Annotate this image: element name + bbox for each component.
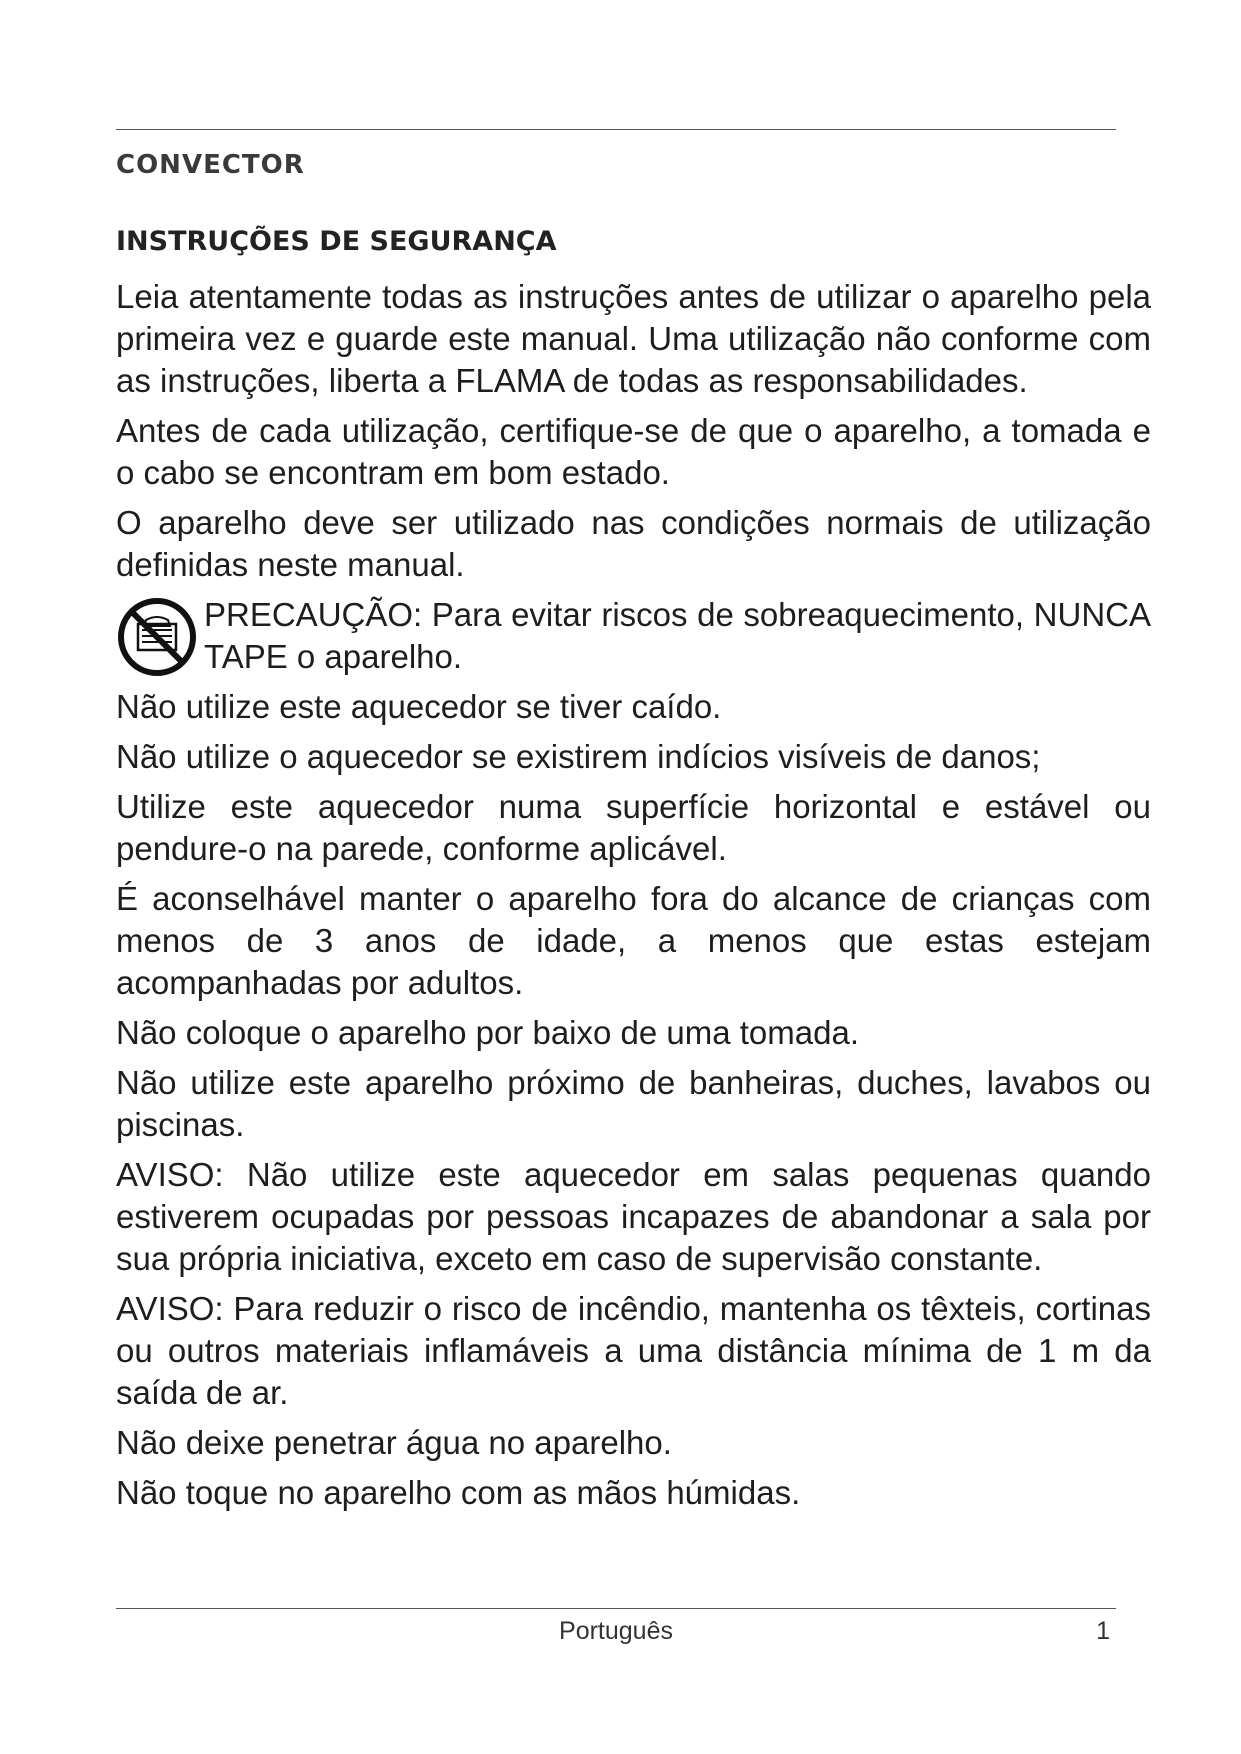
paragraph-below-socket: Não coloque o aparelho por baixo de uma tomada. bbox=[116, 1014, 859, 1051]
footer-rule bbox=[116, 1608, 1116, 1609]
paragraph-bathrooms: Não utilize este aparelho próximo de banheiras, duches, lavabos ou piscinas. bbox=[116, 1064, 1151, 1143]
paragraph-stable-surface: Utilize este aquecedor numa superfície horizontal e estável ou pendure-o na parede, conforme aplicável. bbox=[116, 788, 1151, 867]
paragraph-check-condition: Antes de cada utilização, certifique-se de que o aparelho, a tomada e o cabo se encontram em bom estado. bbox=[116, 412, 1151, 491]
paragraph-normal-use: O aparelho deve ser utilizado nas condições normais de utilização definidas neste manual. bbox=[116, 504, 1151, 583]
page-number: 1 bbox=[1096, 1617, 1110, 1645]
caution-text: PRECAUÇÃO: Para evitar riscos de sobreaquecimento, NUNCA TAPE o aparelho. bbox=[204, 596, 1151, 675]
section-title: INSTRUÇÕES DE SEGURANÇA bbox=[116, 226, 557, 257]
header-rule bbox=[116, 129, 1116, 130]
caution-notice bbox=[116, 594, 1151, 678]
paragraph-visible-damage: Não utilize o aquecedor se existirem indícios visíveis de danos; bbox=[116, 738, 1041, 775]
paragraph-water: Não deixe penetrar água no aparelho. bbox=[116, 1424, 672, 1461]
page-content bbox=[116, 222, 1151, 1522]
do-not-cover-icon bbox=[116, 596, 198, 678]
document-header-label: CONVECTOR bbox=[116, 150, 305, 180]
paragraph-warning-fire: AVISO: Para reduzir o risco de incêndio, mantenha os têxteis, cortinas ou outros materiais inflamáveis a uma distância mínima de 1 m da saída de ar. bbox=[116, 1290, 1151, 1411]
paragraph-read-instructions: Leia atentamente todas as instruções antes de utilizar o aparelho pela primeira vez e guarde este manual. Uma utilização não conforme com as instruções, liberta a FLAMA de todas as responsabilidades. bbox=[116, 278, 1151, 399]
paragraph-wet-hands: Não toque no aparelho com as mãos húmidas. bbox=[116, 1474, 801, 1511]
paragraph-fallen-heater: Não utilize este aquecedor se tiver caído. bbox=[116, 688, 722, 725]
paragraph-warning-small-rooms: AVISO: Não utilize este aquecedor em salas pequenas quando estiverem ocupadas por pessoas incapazes de abandonar a sala por sua própria iniciativa, exceto em caso de supervisão constante. bbox=[116, 1156, 1151, 1277]
paragraph-children: É aconselhável manter o aparelho fora do alcance de crianças com menos de 3 anos de idade, a menos que estas estejam acompanhadas por adultos. bbox=[116, 880, 1151, 1001]
footer-language: Português bbox=[559, 1617, 673, 1645]
